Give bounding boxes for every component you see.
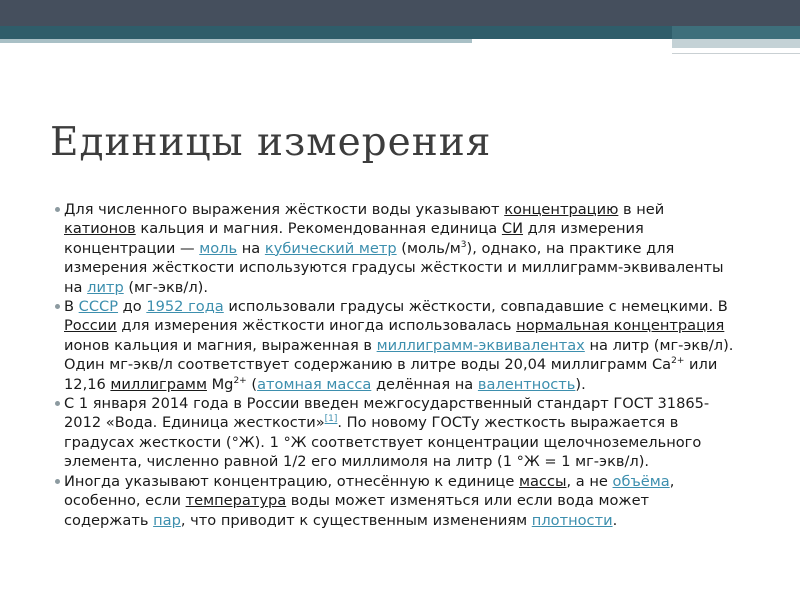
text: В bbox=[64, 298, 79, 316]
link-cations[interactable]: катионов bbox=[64, 220, 136, 238]
header-band-light bbox=[0, 39, 472, 43]
footnote-link[interactable]: [1] bbox=[324, 414, 338, 425]
superscript: 2+ bbox=[671, 356, 685, 367]
text: ), однако, на практике для измерения жёсткости используются градусы жёсткости и миллиграмм-эквиваленты на bbox=[64, 239, 724, 296]
link-milligram[interactable]: миллиграмм bbox=[110, 375, 207, 393]
text: . bbox=[612, 511, 618, 529]
header-band-teal-right bbox=[672, 26, 800, 39]
superscript: 2+ bbox=[233, 375, 247, 386]
slide-title: Единицы измерения bbox=[50, 120, 492, 165]
link-cubic-meter[interactable]: кубический метр bbox=[264, 239, 397, 257]
text: для измерения жёсткости иногда использовалась bbox=[116, 317, 517, 335]
text: , что приводит к существенным изменениям bbox=[180, 511, 532, 529]
header-band-dark bbox=[0, 0, 800, 26]
link-russia[interactable]: России bbox=[64, 317, 117, 335]
link-normal-concentration[interactable]: нормальная концентрация bbox=[516, 317, 725, 335]
link-concentration[interactable]: концентрацию bbox=[504, 201, 619, 218]
link-mass[interactable]: массы bbox=[518, 472, 567, 490]
text: ). bbox=[575, 375, 586, 393]
text: кальция и магния. Рекомендованная единица bbox=[135, 220, 502, 238]
text: в ней bbox=[618, 201, 665, 218]
link-1952[interactable]: 1952 года bbox=[146, 298, 224, 316]
link-atomic-mass[interactable]: атомная масса bbox=[257, 375, 372, 393]
link-milligram-equivalents[interactable]: миллиграмм-эквивалентах bbox=[376, 336, 585, 354]
header-divider-line bbox=[672, 53, 800, 54]
text: ( bbox=[246, 375, 258, 393]
text: Mg bbox=[206, 375, 234, 393]
link-mol[interactable]: моль bbox=[199, 239, 238, 257]
text: Для численного выражения жёсткости воды указывают bbox=[64, 201, 505, 218]
text: (моль/м bbox=[396, 239, 461, 257]
text: использовали градусы жёсткости, совпадавшие с немецкими. В bbox=[223, 298, 728, 316]
header-band-teal bbox=[0, 26, 672, 39]
text: для измерения концентрации — bbox=[64, 220, 644, 257]
text: , особенно, если bbox=[64, 472, 675, 510]
link-ussr[interactable]: СССР bbox=[78, 298, 119, 316]
link-si[interactable]: СИ bbox=[501, 220, 524, 238]
link-volume[interactable]: объёма bbox=[612, 472, 670, 490]
text: С 1 января 2014 года в России введен межгосударственный стандарт ГОСТ 31865-2012 «Вода. Единица жесткости» bbox=[64, 395, 710, 432]
bullet-paragraph-mass bbox=[64, 472, 734, 530]
bullet-paragraph-ussr bbox=[64, 297, 734, 394]
link-temperature[interactable]: температура bbox=[185, 492, 287, 510]
text: делённая на bbox=[371, 375, 478, 393]
link-valence[interactable]: валентность bbox=[477, 375, 576, 393]
bullet-paragraph-units bbox=[64, 200, 734, 297]
link-steam[interactable]: пар bbox=[153, 511, 181, 529]
text: до bbox=[118, 298, 147, 316]
text: Иногда указывают концентрацию, отнесённую к единице bbox=[64, 472, 519, 490]
text: , а не bbox=[566, 472, 613, 490]
link-density[interactable]: плотности bbox=[531, 511, 613, 529]
text: . По новому ГОСТу жесткость выражается в градусах жесткости (°Ж). 1 °Ж соответствует концентрации щелочноземельного элемента, численно равной 1/2 его миллимоля на литр (1 °Ж = 1 мг-экв/л). bbox=[64, 414, 702, 471]
text: (мг-экв/л). bbox=[123, 278, 208, 296]
text: или 12,16 bbox=[64, 356, 718, 393]
text: ионов кальция и магния, выраженная в bbox=[64, 336, 377, 354]
link-liter[interactable]: литр bbox=[87, 278, 124, 296]
slide-body bbox=[64, 200, 734, 530]
bullet-paragraph-gost bbox=[64, 394, 734, 472]
text: на литр (мг-экв/л). Один мг-экв/л соответствует содержанию в литре воды 20,04 миллиграмм Ca bbox=[64, 336, 734, 374]
text: воды может изменяться или если вода может содержать bbox=[64, 492, 650, 529]
superscript: 3 bbox=[460, 239, 467, 250]
header-band-light-right bbox=[672, 39, 800, 48]
text: на bbox=[237, 239, 265, 257]
